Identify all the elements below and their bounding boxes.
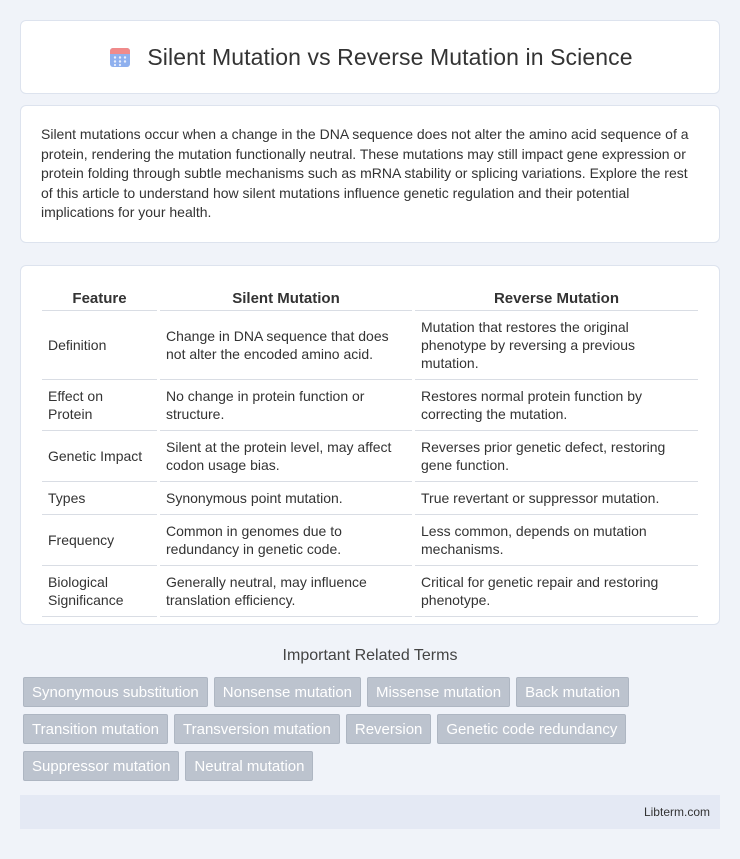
table-row [42, 482, 698, 515]
term-tag[interactable]: Transversion mutation [174, 714, 340, 744]
table-row [42, 566, 698, 617]
reverse-cell: Mutation that restores the original phenotype by reversing a previous mutation. [415, 311, 698, 380]
term-tag[interactable]: Transition mutation [23, 714, 168, 744]
term-tag[interactable]: Nonsense mutation [214, 677, 361, 707]
reverse-cell: True revertant or suppressor mutation. [415, 482, 698, 515]
term-tag[interactable]: Back mutation [516, 677, 629, 707]
intro-text: Silent mutations occur when a change in the DNA sequence does not alter the amino acid sequence of a protein, rendering the mutation functionally neutral. These mutations may still impact gene expression or protein folding through subtle mechanisms such as mRNA stability or splicing variations. Explore the rest of this article to understand how silent mutations influence genetic regulation and their potential implications for your health. [41, 126, 689, 221]
feature-cell: Frequency [42, 515, 157, 566]
reverse-cell: Reverses prior genetic defect, restoring gene function. [415, 431, 698, 482]
term-tag[interactable]: Missense mutation [367, 677, 510, 707]
term-tag[interactable]: Neutral mutation [185, 751, 313, 781]
term-tag[interactable]: Genetic code redundancy [437, 714, 626, 744]
footer [20, 795, 720, 829]
feature-cell: Biological Significance [42, 566, 157, 617]
term-tag[interactable]: Suppressor mutation [23, 751, 179, 781]
calendar-icon [107, 44, 133, 70]
related-terms-list [20, 677, 720, 781]
table-row [42, 380, 698, 431]
intro-card [20, 105, 720, 243]
feature-cell: Types [42, 482, 157, 515]
table-row [42, 431, 698, 482]
comparison-table [39, 286, 701, 617]
silent-cell: Change in DNA sequence that does not alter the encoded amino acid. [160, 311, 412, 380]
footer-site-name[interactable]: Libterm.com [643, 805, 710, 819]
table-row [42, 515, 698, 566]
silent-cell: No change in protein function or structure. [160, 380, 412, 431]
reverse-cell: Restores normal protein function by correcting the mutation. [415, 380, 698, 431]
header-silent-mutation: Silent Mutation [160, 286, 412, 311]
feature-cell: Definition [42, 311, 157, 380]
term-tag[interactable]: Reversion [346, 714, 432, 744]
related-terms-title: Important Related Terms [282, 647, 458, 664]
term-tag[interactable]: Synonymous substitution [23, 677, 208, 707]
reverse-cell: Critical for genetic repair and restoring phenotype. [415, 566, 698, 617]
comparison-table-card [20, 265, 720, 625]
feature-cell: Effect on Protein [42, 380, 157, 431]
table-header-row [42, 286, 698, 311]
table-row [42, 311, 698, 380]
header-card [20, 20, 720, 94]
silent-cell: Generally neutral, may influence translation efficiency. [160, 566, 412, 617]
silent-cell: Silent at the protein level, may affect codon usage bias. [160, 431, 412, 482]
header-feature: Feature [42, 286, 157, 311]
silent-cell: Common in genomes due to redundancy in genetic code. [160, 515, 412, 566]
reverse-cell: Less common, depends on mutation mechanisms. [415, 515, 698, 566]
feature-cell: Genetic Impact [42, 431, 157, 482]
page-title: Silent Mutation vs Reverse Mutation in Science [147, 43, 633, 70]
header-reverse-mutation: Reverse Mutation [415, 286, 698, 311]
silent-cell: Synonymous point mutation. [160, 482, 412, 515]
